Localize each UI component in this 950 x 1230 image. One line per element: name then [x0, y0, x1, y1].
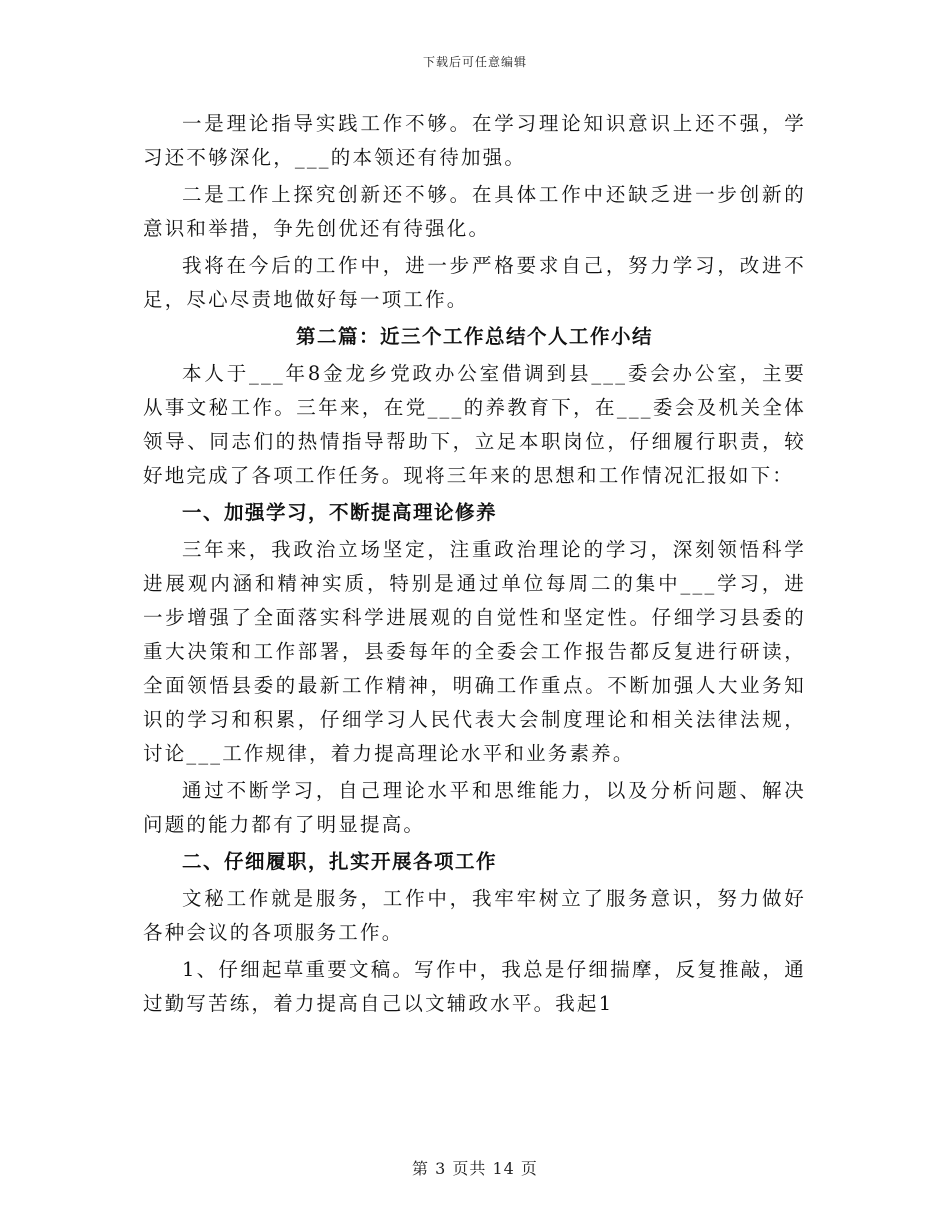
paragraph: 通过不断学习，自己理论水平和思维能力，以及分析问题、解决问题的能力都有了明显提高。	[143, 779, 806, 836]
paragraph: 二是工作上探究创新还不够。在具体工作中还缺乏进一步创新的意识和举措，争先创优还有待强化。	[143, 183, 806, 240]
paragraph: 文秘工作就是服务，工作中，我牢牢树立了服务意识，努力做好各种会议的各项服务工作。	[143, 887, 806, 944]
section-title: 第二篇：近三个工作总结个人工作小结	[295, 325, 653, 348]
paragraph: 1、仔细起草重要文稿。写作中，我总是仔细揣摩，反复推敲，通过勤写苦练，着力提高自己以文辅政水平。我起1	[143, 958, 806, 1015]
page-footer: 第 3 页共 14 页	[412, 1159, 538, 1178]
section-heading: 一、加强学习，不断提高理论修养	[182, 501, 498, 524]
document-body	[143, 107, 806, 1024]
paragraph: 我将在今后的工作中，进一步严格要求自己，努力学习，改进不足，尽心尽责地做好每一项工作。	[143, 254, 806, 311]
section-heading: 二、仔细履职，扎实开展各项工作	[182, 850, 498, 873]
paragraph: 一是理论指导实践工作不够。在学习理论知识意识上还不强，学习还不够深化，___的本领还有待加强。	[143, 112, 806, 169]
paragraph: 三年来，我政治立场坚定，注重政治理论的学习，深刻领悟科学进展观内涵和精神实质，特别是通过单位每周二的集中___学习，进一步增强了全面落实科学进展观的自觉性和坚定性。仔细学习县委的重大决策和工作部署，县委每年的全委会工作报告都反复进行研读，全面领悟县委的最新工作精神，明确工作重点。不断加强人大业务知识的学习和积累，仔细学习人民代表大会制度理论和相关法律法规，讨论___工作规律，着力提高理论水平和业务素养。	[143, 538, 806, 765]
page-header: 下载后可任意编辑	[422, 55, 527, 69]
paragraph: 本人于___年8金龙乡党政办公室借调到县___委会办公室，主要从事文秘工作。三年来，在党___的养教育下，在___委会及机关全体领导、同志们的热情指导帮助下，立足本职岗位，仔细履行职责，较好地完成了各项工作任务。现将三年来的思想和工作情况汇报如下：	[143, 362, 806, 487]
